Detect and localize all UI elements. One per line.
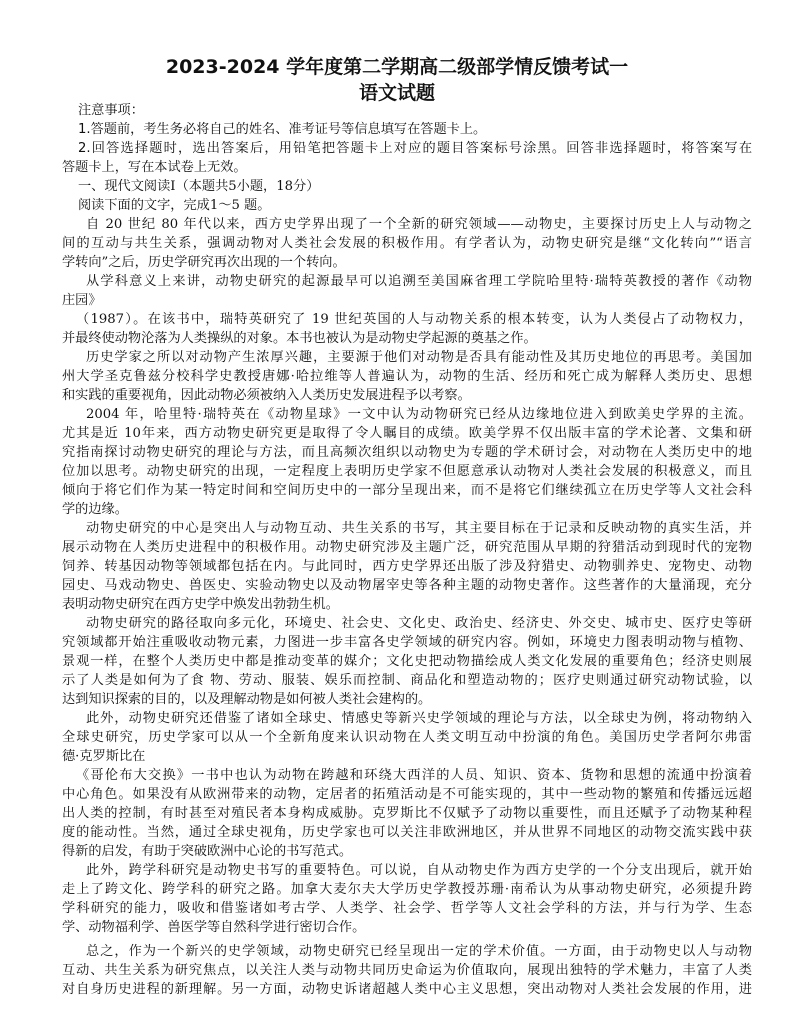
passage-line: 出人类的控制，有时甚至对殖民者本身构成威胁。克罗斯比不仅赋予了动物以重要性，而且还赋予了动物某种程 [62, 806, 752, 821]
passage-line: 尤其是近 10年来，西方动物史研究更是取得了令人瞩目的成绩。欧美学界不仅出版丰富的学术论著、文集和研 [62, 426, 752, 441]
passage-line: 互动、共生关系为研究焦点，以关注人类与动物共同历史命运为价值取向，展现出独特的学术魅力，丰富了人类 [62, 963, 752, 978]
passage-line: 动物史研究的路径取向多元化，环境史、社会史、文化史、政治史、经济史、外交史、城市史、医疗史等研 [86, 616, 752, 631]
passage-line: 动物史研究的中心是突出人与动物互动、共生关系的书写，其主要目标在于记录和反映动物的真实生活，并 [86, 521, 752, 536]
passage-line: 间的互动与共生关系，强调动物对人类社会发展的积极作用。有学者认为，动物史研究是继“文化转向”“语言 [62, 236, 752, 251]
exam-subtitle: 语文试题 [358, 82, 435, 104]
section-heading: 一、现代文阅读Ⅰ（本题共5小题，18分） [78, 179, 320, 194]
passage-line: 倾向于将它们作为某一特定时间和空间历史中的一部分呈现出来，而不是将它们继续孤立在历史学等人文社会科 [62, 483, 752, 498]
passage-line: 德·克罗斯比在 [62, 749, 146, 764]
passage-line: 究指南探讨动物史研究的理论与方法，而且高频次组织以动物史为专题的学术研讨会，对动物在人类历史中的地 [62, 445, 752, 460]
passage-line: 庄园》 [62, 293, 102, 308]
passage-line: 表明动物史研究在西方史学中焕发出勃勃生机。 [62, 597, 339, 612]
passage-line: 学科研究的能力，吸收和借鉴诸如考古学、人类学、社会学、哲学等人文社会学科的方法，并与行为学、生态 [62, 901, 752, 916]
notes-heading: 注意事项： [78, 103, 144, 118]
notes-item-2-line-1: 2.回答选择题时，选出答案后，用铅笔把答题卡上对应的题目答案标号涂黑。回答非选择题时，将答案写在 [78, 141, 752, 156]
passage-line: 此外，动物史研究还借鉴了诸如全球史、情感史等新兴史学领域的理论与方法，以全球史为例，将动物纳入 [86, 711, 752, 726]
passage-line: 学、动物福利学、兽医学等自然科学进行密切合作。 [62, 920, 366, 935]
passage-line: 景观一样，在整个人类历史中都是推动变革的媒介；文化史把动物描绘成人类文化发展的重要角色；经济史则展 [62, 654, 752, 669]
passage-line: 历史学家之所以对动物产生浓厚兴趣，主要源于他们对动物是否具有能动性及其历史地位的再思考。美国加 [86, 350, 752, 365]
passage-line: 示了人类是如何为了食 物、劳动、服装、娱乐而控制、商品化和塑造动物的；医疗史则通过研究动物试验，以 [62, 673, 752, 688]
passage-line: 得新的启发，有助于突破欧洲中心论的书写范式。 [62, 844, 353, 859]
passage-line: 饲养、转基因动物等领域都包括在内。与此同时，西方史学界还出版了涉及狩猎史、动物驯养史、宠物史、动物 [62, 559, 752, 574]
passage-line: 2004 年，哈里特·瑞特英在《动物星球》一文中认为动物研究已经从边缘地位进入到欧美史学界的主流。 [86, 407, 752, 422]
passage-line: 达到知识探索的目的，以及理解动物是如何被人类社会建构的。 [62, 692, 432, 707]
passage-line: 展示动物在人类历史进程中的积极作用。动物史研究涉及主题广泛，研究范围从早期的狩猎活动到现时代的宠物 [62, 540, 752, 555]
passage-line: 此外，跨学科研究是动物史书写的重要特色。可以说，自从动物史作为西方史学的一个分支出现后，就开始 [86, 863, 752, 878]
passage-line: 对自身历史进程的新理解。另一方面，动物史诉诸超越人类中心主义思想，突出动物对人类社会发展的作用，进 [62, 982, 752, 997]
passage-line: 走上了跨文化、跨学科的研究之路。加拿大麦尔夫大学历史学教授苏珊·南希认为从事动物史研究，必须提升跨 [62, 882, 752, 897]
passage-line: 州大学圣克鲁兹分校科学史教授唐娜·哈拉维等人普遍认为，动物的生活、经历和死亡成为解释人类历史、思想 [62, 369, 752, 384]
passage-line: 园史、马戏动物史、兽医史、实验动物史以及动物屠宰史等各种主题的动物史著作。这些著作的大量涌现，充分 [62, 578, 752, 593]
passage-line: 学转向”之后，历史学研究再次出现的一个转向。 [62, 255, 346, 270]
notes-item-1: 1.答题前，考生务必将自己的姓名、准考证号等信息填写在答题卡上。 [78, 122, 487, 137]
passage-line: 究领域都开始注重吸收动物元素，力图进一步丰富各史学领域的研究内容。例如，环境史力图表明动物与植物、 [62, 635, 752, 650]
passage-line: 从学科意义上来讲，动物史研究的起源最早可以追溯至美国麻省理工学院哈里特·瑞特英教授的著作《动物 [86, 274, 752, 289]
passage-line: 位加以思考。动物史研究的出现，一定程度上表明历史学家不但愿意承认动物对人类社会发展的积极意义，而且 [62, 464, 752, 479]
passage-line: 全球史研究，历史学家可以从一个全新角度来认识动物在人类文明互动中扮演的角色。美国历史学者阿尔弗雷 [62, 730, 752, 745]
exam-title: 2023-2024 学年度第二学期高二级部学情反馈考试一 [165, 56, 629, 78]
passage-line: 《哥伦布大交换》一书中也认为动物在跨越和环绕大西洋的人员、知识、资本、货物和思想的流通中扮演着 [76, 768, 752, 783]
passage-line: 学的边缘。 [62, 502, 128, 517]
passage-line: 总之，作为一个新兴的史学领域，动物史研究已经呈现出一定的学术价值。一方面，由于动物史以人与动物 [86, 944, 752, 959]
passage-line: 中心角色。如果没有从欧洲带来的动物，定居者的拓殖活动是不可能实现的，其中一些动物的繁殖和传播远远超 [62, 787, 752, 802]
passage-line: 自 20 世纪 80 年代以来，西方史学界出现了一个全新的研究领域——动物史，主要探讨历史上人与动物之 [86, 217, 752, 232]
passage-line: （1987）。在该书中，瑞特英研究了 19 世纪英国的人与动物关系的根本转变，认为人类侵占了动物权力， [76, 312, 752, 327]
passage-line: 和实践的重要视角，因此动物必须被纳入人类历史发展进程予以考察。 [62, 388, 471, 403]
passage-line: 并最终使动物沦落为人类操纵的对象。本书也被认为是动物史学起源的奠基之作。 [62, 331, 537, 346]
notes-item-2-line-2: 答题卡上，写在本试卷上无效。 [62, 160, 247, 175]
section-instruction: 阅读下面的文字，完成1～5 题。 [78, 198, 271, 213]
passage-line: 度的能动性。当然，通过全球史视角，历史学家也可以关注非欧洲地区，并从世界不同地区的动物交流实践中获 [62, 825, 752, 840]
